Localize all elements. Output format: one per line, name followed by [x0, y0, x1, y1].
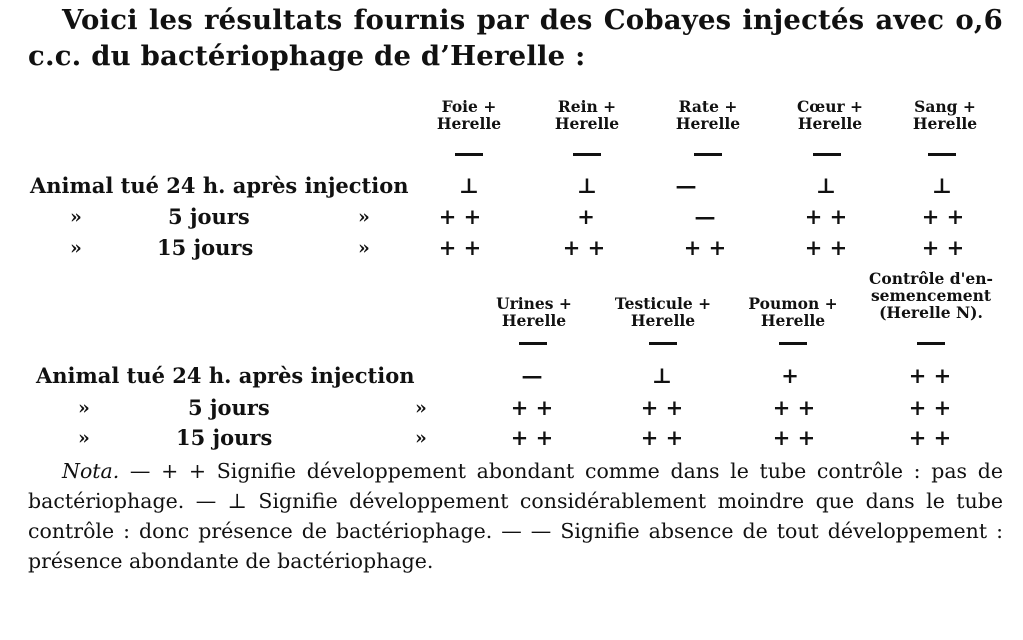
table1-header-dash	[455, 153, 483, 156]
table2-cell: + +	[772, 425, 816, 450]
table2-header-poumon: Poumon + Herelle	[748, 294, 838, 330]
table1-cell: —	[675, 173, 697, 198]
nota-text: — + + Signifie développement abondant comme dans le tube contrôle : pas de bactériophage. — ⊥ Signifie développement considérablement moindre que dans le tube contrôle : donc présence de bactériophage. — — Signifie absence de tout développement : présence abondante de bactériophage.	[28, 459, 1003, 573]
table1-row-label: Animal tué 24 h. après injection	[30, 173, 409, 198]
table1-ditto: »	[358, 206, 370, 228]
table1-header-dash	[813, 153, 841, 156]
nota-paragraph	[28, 456, 1003, 576]
table2-header-dash	[917, 342, 945, 345]
intro-paragraph: Voici les résultats fournis par des Cobayes injectés avec o,6 c.c. du bactériophage de d’Herelle :	[28, 4, 1003, 72]
table1-cell: + +	[804, 235, 848, 260]
table2-cell: ⊥	[651, 363, 673, 388]
table2-cell: + +	[640, 425, 684, 450]
table2-cell: + +	[640, 395, 684, 420]
table2-header-testicule: Testicule + Herelle	[614, 294, 712, 330]
table1-cell: ⊥	[576, 173, 598, 198]
table1-ditto: »	[358, 237, 370, 259]
table2-row-label: 15 jours	[176, 425, 273, 450]
table2-ditto: »	[78, 397, 90, 419]
table2-ditto: »	[78, 427, 90, 449]
table1-ditto: »	[70, 237, 82, 259]
table1-cell: + +	[921, 204, 965, 229]
table2-header-dash	[779, 342, 807, 345]
table1-cell: ⊥	[458, 173, 480, 198]
table1-header-sang: Sang + Herelle	[912, 97, 978, 133]
table1-row-label: 5 jours	[168, 204, 250, 229]
table1-cell: + +	[438, 235, 482, 260]
table1-cell: + +	[683, 235, 727, 260]
table1-cell: + +	[921, 235, 965, 260]
table1-header-rate: Rate + Herelle	[675, 97, 741, 133]
table2-cell: +	[781, 363, 799, 388]
table1-cell: + +	[562, 235, 606, 260]
table1-header-foie: Foie + Herelle	[436, 97, 502, 133]
table1-cell: ⊥	[815, 173, 837, 198]
table1-header-dash	[573, 153, 601, 156]
table2-cell: + +	[908, 363, 952, 388]
table2-ditto: »	[415, 427, 427, 449]
table2-header-controle: Contrôle d'en- semencement (Herelle N).	[869, 269, 993, 322]
table1-header-dash	[694, 153, 722, 156]
table1-row-label: 15 jours	[157, 235, 254, 260]
table1-cell: + +	[438, 204, 482, 229]
table1-cell: +	[577, 204, 595, 229]
table1-ditto: »	[70, 206, 82, 228]
table1-cell: —	[694, 204, 716, 229]
table1-cell: ⊥	[931, 173, 953, 198]
table1-header-coeur: Cœur + Herelle	[796, 97, 864, 133]
table2-cell: + +	[510, 425, 554, 450]
table2-cell: + +	[772, 395, 816, 420]
table2-row-label: Animal tué 24 h. après injection	[36, 363, 415, 388]
table2-header-urines: Urines + Herelle	[496, 294, 572, 330]
table2-cell: + +	[510, 395, 554, 420]
table2-cell: —	[521, 363, 543, 388]
table1-header-dash	[928, 153, 956, 156]
table2-header-dash	[519, 342, 547, 345]
table2-row-label: 5 jours	[188, 395, 270, 420]
table2-cell: + +	[908, 425, 952, 450]
nota-label: Nota.	[62, 459, 120, 483]
table2-header-dash	[649, 342, 677, 345]
table1-header-rein: Rein + Herelle	[554, 97, 620, 133]
table2-cell: + +	[908, 395, 952, 420]
table2-ditto: »	[415, 397, 427, 419]
table1-cell: + +	[804, 204, 848, 229]
